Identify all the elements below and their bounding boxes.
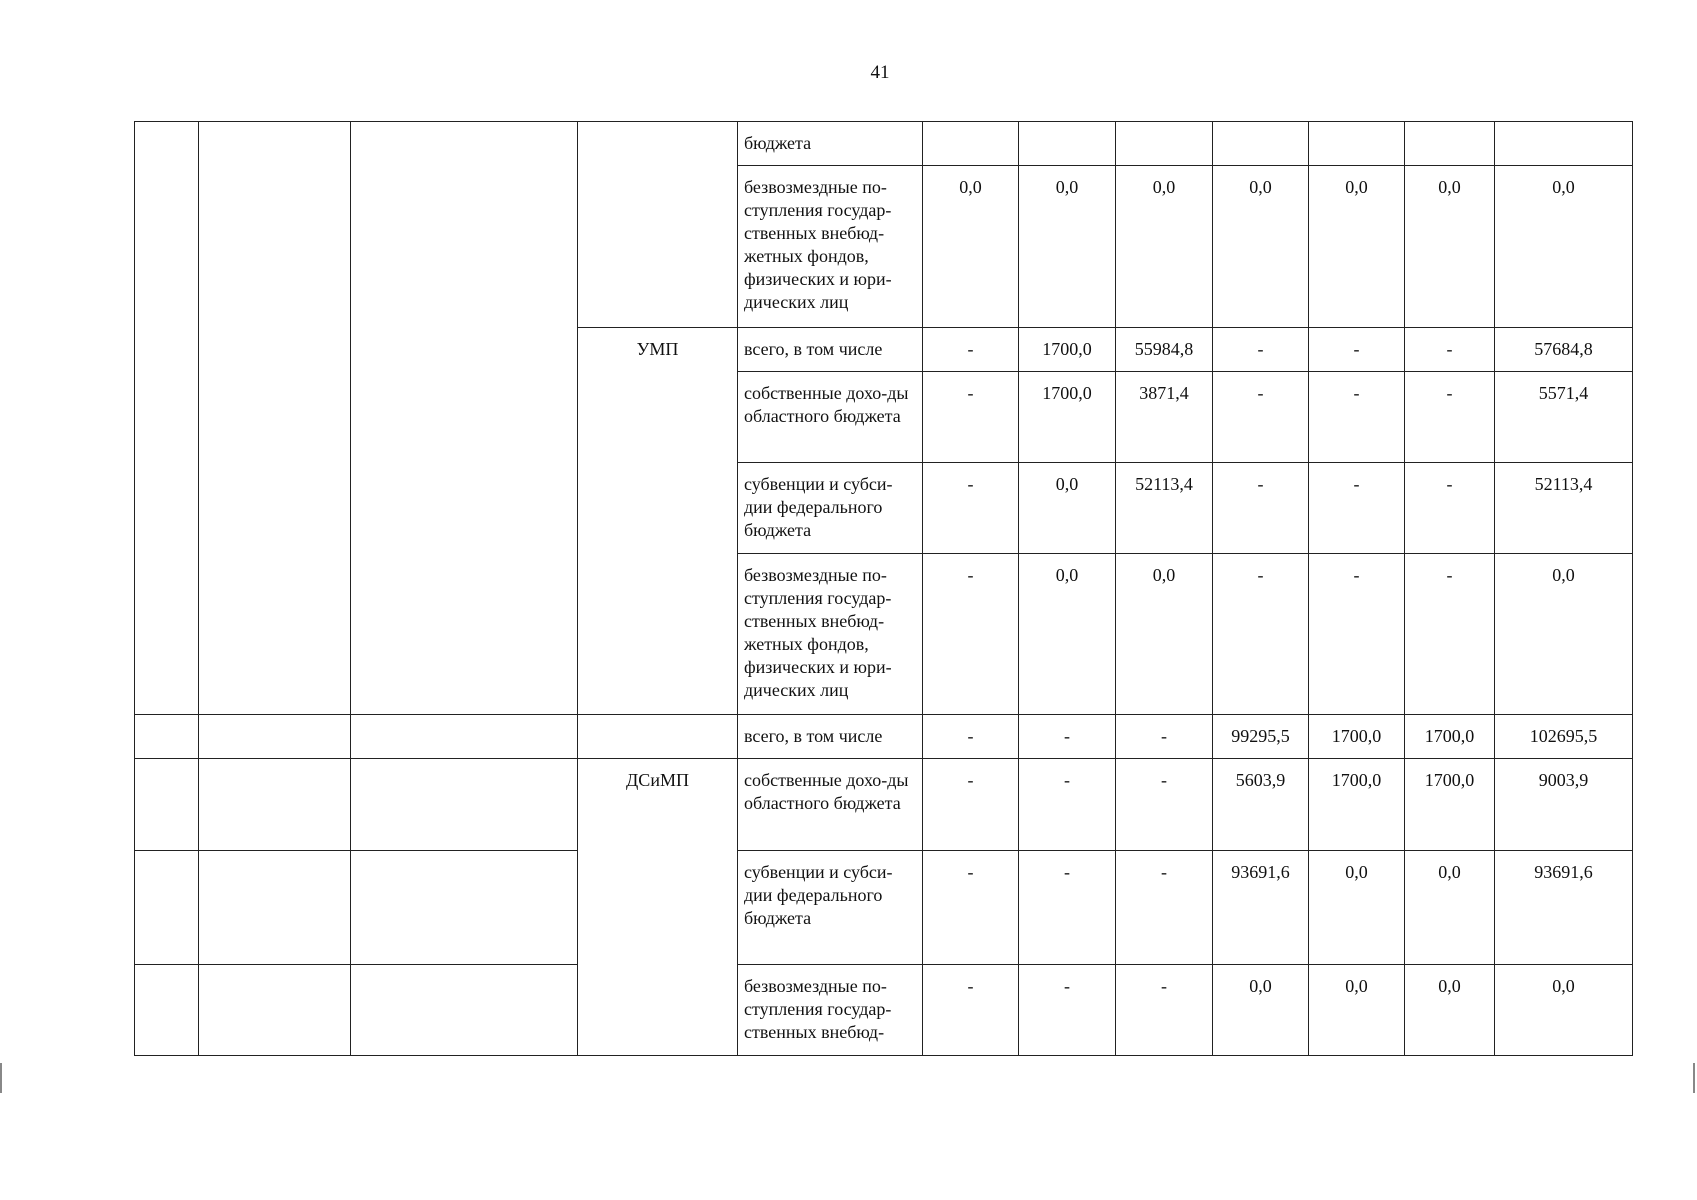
value-cell: 0,0 [1309, 965, 1405, 1056]
value-cell: 0,0 [1019, 554, 1116, 715]
value-cell: 0,0 [1405, 851, 1495, 965]
cell-col1 [135, 122, 199, 715]
value-cell: 0,0 [1116, 554, 1213, 715]
value-cell: 9003,9 [1495, 759, 1633, 851]
value-cell: 0,0 [923, 166, 1019, 328]
value-cell: 0,0 [1309, 166, 1405, 328]
value-cell: - [1213, 372, 1309, 463]
value-cell [1495, 122, 1633, 166]
cell-col3 [351, 965, 578, 1056]
row-description: безвозмездные по-ступления государ-ственных внебюд-жетных фондов, физических и юри-дических лиц [738, 166, 923, 328]
value-cell [1116, 122, 1213, 166]
table-row [135, 851, 1633, 965]
row-description: субвенции и субси-дии федерального бюджета [738, 463, 923, 554]
value-cell: - [1309, 554, 1405, 715]
row-description: безвозмездные по-ступления государ-ственных внебюд-жетных фондов, физических и юри-дических лиц [738, 554, 923, 715]
value-cell: 5603,9 [1213, 759, 1309, 851]
value-cell: - [1019, 759, 1116, 851]
value-cell: 5571,4 [1495, 372, 1633, 463]
value-cell [1405, 122, 1495, 166]
value-cell: 102695,5 [1495, 715, 1633, 759]
org-label: ДСиМП [578, 759, 738, 1056]
value-cell: 1700,0 [1309, 759, 1405, 851]
scan-edge-mark [1693, 1063, 1695, 1093]
cell-col2 [199, 715, 351, 759]
row-description: безвозмездные по-ступления государ-ственных внебюд- [738, 965, 923, 1056]
cell-col3 [351, 759, 578, 851]
value-cell: 1700,0 [1309, 715, 1405, 759]
value-cell: - [923, 965, 1019, 1056]
row-description: бюджета [738, 122, 923, 166]
value-cell: - [1019, 715, 1116, 759]
value-cell: 93691,6 [1213, 851, 1309, 965]
cell-col2 [199, 965, 351, 1056]
page-number: 41 [870, 62, 890, 83]
value-cell: - [923, 715, 1019, 759]
row-description: собственные дохо-ды областного бюджета [738, 372, 923, 463]
value-cell: - [923, 759, 1019, 851]
value-cell: - [1309, 328, 1405, 372]
value-cell: - [1116, 759, 1213, 851]
value-cell: 57684,8 [1495, 328, 1633, 372]
value-cell: 0,0 [1495, 166, 1633, 328]
value-cell [1019, 122, 1116, 166]
cell-col1 [135, 715, 199, 759]
value-cell: 0,0 [1495, 965, 1633, 1056]
row-description: субвенции и субси-дии федерального бюджета [738, 851, 923, 965]
cell-col2 [199, 122, 351, 715]
cell-org [578, 715, 738, 759]
value-cell: 0,0 [1405, 965, 1495, 1056]
value-cell: - [1213, 463, 1309, 554]
value-cell: - [1405, 554, 1495, 715]
cell-col3 [351, 122, 578, 715]
value-cell: 3871,4 [1116, 372, 1213, 463]
value-cell: 0,0 [1309, 851, 1405, 965]
value-cell: - [923, 554, 1019, 715]
value-cell: 0,0 [1495, 554, 1633, 715]
value-cell: 55984,8 [1116, 328, 1213, 372]
value-cell: 93691,6 [1495, 851, 1633, 965]
value-cell: 1700,0 [1019, 328, 1116, 372]
row-description: всего, в том числе [738, 328, 923, 372]
scan-edge-mark [0, 1063, 2, 1093]
cell-col2 [199, 759, 351, 851]
value-cell: 0,0 [1116, 166, 1213, 328]
cell-col1 [135, 759, 199, 851]
value-cell: - [923, 463, 1019, 554]
cell-col1 [135, 965, 199, 1056]
value-cell: - [923, 851, 1019, 965]
value-cell: 0,0 [1405, 166, 1495, 328]
value-cell: 1700,0 [1405, 759, 1495, 851]
value-cell: 52113,4 [1116, 463, 1213, 554]
cell-col2 [199, 851, 351, 965]
value-cell: 1700,0 [1405, 715, 1495, 759]
value-cell: 0,0 [1213, 166, 1309, 328]
cell-col1 [135, 851, 199, 965]
value-cell: - [923, 328, 1019, 372]
row-description: собственные дохо-ды областного бюджета [738, 759, 923, 851]
value-cell: - [1116, 851, 1213, 965]
value-cell: 99295,5 [1213, 715, 1309, 759]
cell-col3 [351, 715, 578, 759]
table-row [135, 759, 1633, 851]
value-cell: - [1405, 372, 1495, 463]
value-cell: - [923, 372, 1019, 463]
value-cell: 0,0 [1213, 965, 1309, 1056]
value-cell: - [1116, 965, 1213, 1056]
value-cell: - [1405, 463, 1495, 554]
value-cell: - [1213, 554, 1309, 715]
value-cell: 1700,0 [1019, 372, 1116, 463]
row-description: всего, в том числе [738, 715, 923, 759]
value-cell [1213, 122, 1309, 166]
table-row [135, 965, 1633, 1056]
value-cell: - [1309, 463, 1405, 554]
budget-table [134, 121, 1633, 1056]
value-cell [923, 122, 1019, 166]
value-cell: 0,0 [1019, 463, 1116, 554]
value-cell: 52113,4 [1495, 463, 1633, 554]
value-cell: - [1309, 372, 1405, 463]
value-cell [1309, 122, 1405, 166]
value-cell: - [1019, 965, 1116, 1056]
value-cell: - [1019, 851, 1116, 965]
cell-org [578, 122, 738, 328]
table-row [135, 122, 1633, 166]
value-cell: 0,0 [1019, 166, 1116, 328]
org-label: УМП [578, 328, 738, 715]
value-cell: - [1213, 328, 1309, 372]
cell-col3 [351, 851, 578, 965]
table-row [135, 715, 1633, 759]
value-cell: - [1116, 715, 1213, 759]
value-cell: - [1405, 328, 1495, 372]
